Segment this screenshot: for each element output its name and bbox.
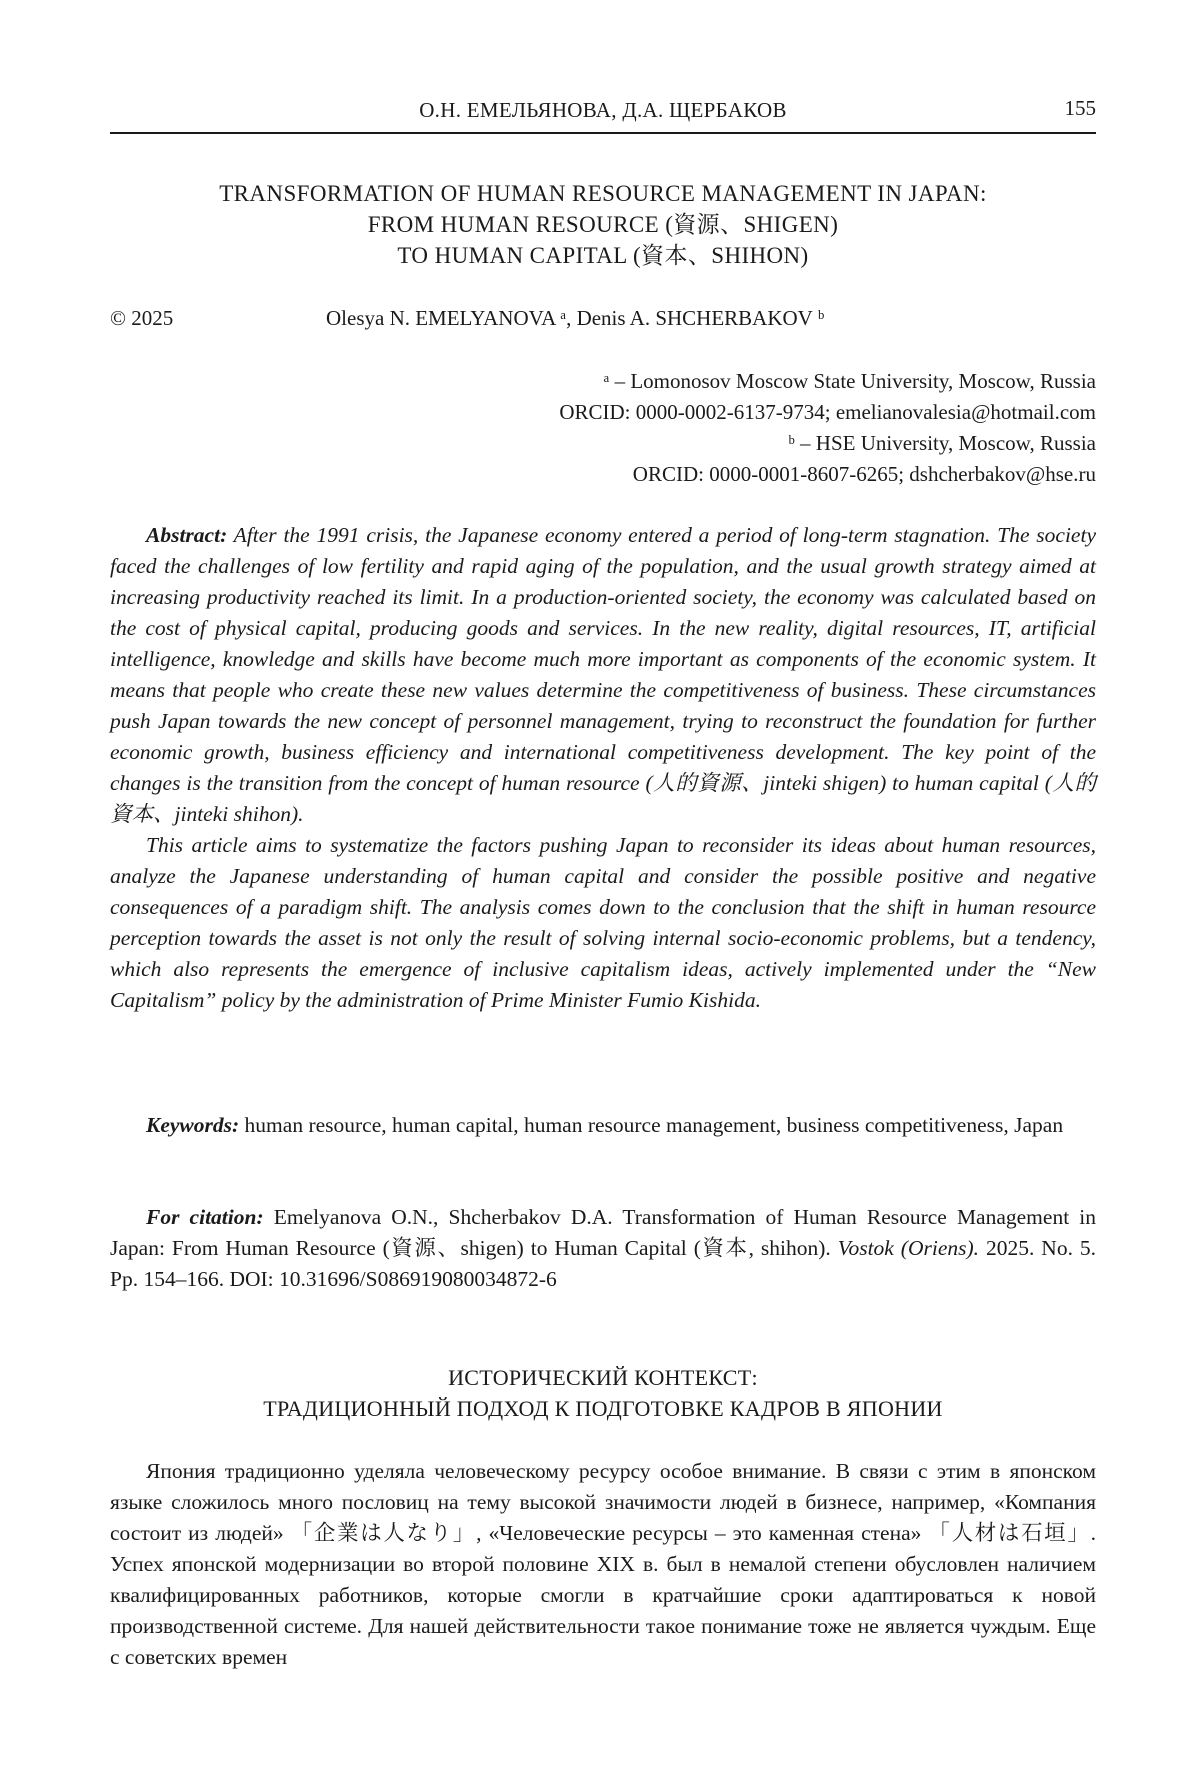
abstract-text-1: After the 1991 crisis, the Japanese economy entered a period of long-term stagnation. The society faced the challenges of low fertility and rapid aging of the population, and the usual growth strategy aimed at increasing productivity reached its limit. In a production-oriented society, the economy was calculated based on the cost of physical capital, producing goods and services. In the new reality, digital resources, IT, artificial intelligence, knowledge and skills have become much more important as components of the economic system. It means that people who create these new values determine the competitiveness of business. These circumstances push Japan towards the new concept of personnel management, trying to reconstruct the foundation for further economic growth, business efficiency and international competitiveness development. The key point of the changes is the transition from the concept of human resource (人的資源、jinteki shigen) to human capital (人的資本、jinteki shihon). xyxy=(110,523,1096,826)
abstract-label: Abstract: xyxy=(146,523,228,547)
citation xyxy=(110,1202,1096,1295)
title-line-3: TO HUMAN CAPITAL (資本、SHIHON) xyxy=(397,243,809,268)
orcid-b: ORCID: 0000-0001-8607-6265; dshcherbakov@hse.ru xyxy=(632,462,1096,486)
citation-journal: Vostok (Oriens). xyxy=(837,1236,980,1260)
keywords-text: human resource, human capital, human resource management, business competitiveness, Japan xyxy=(239,1113,1064,1137)
running-head-authors: О.Н. ЕМЕЛЬЯНОВА, Д.А. ЩЕРБАКОВ xyxy=(419,98,787,122)
citation-label: For citation: xyxy=(146,1205,264,1229)
copyright: © 2025 xyxy=(110,306,174,330)
affiliation-b: ᵇ – HSE University, Moscow, Russia xyxy=(788,431,1096,455)
keywords xyxy=(110,1110,1096,1141)
citation-text-1: Emelyanova O.N., Shcherbakov D.A. Transformation of Human Resource Management in Japan: From Human Resource (資源、shigen) to Human Capital (資本, shihon). xyxy=(110,1205,1096,1260)
title-line-2: FROM HUMAN RESOURCE (資源、SHIGEN) xyxy=(367,212,839,237)
citation-paragraph xyxy=(110,1202,1096,1295)
page-number: 155 xyxy=(1064,96,1096,120)
title-line-1: TRANSFORMATION OF HUMAN RESOURCE MANAGEMENT IN JAPAN: xyxy=(219,181,987,206)
affiliations xyxy=(110,366,1096,490)
abstract-paragraph-1 xyxy=(110,520,1096,830)
section-heading-line-2: ТРАДИЦИОННЫЙ ПОДХОД К ПОДГОТОВКЕ КАДРОВ В ЯПОНИИ xyxy=(263,1396,943,1421)
abstract xyxy=(110,520,1096,1016)
affiliation-a: ᵃ – Lomonosov Moscow State University, Moscow, Russia xyxy=(603,369,1096,393)
citation-text-2: 2025. No. 5. Pp. 154–166. DOI: 10.31696/S086919080034872-6 xyxy=(110,1236,1097,1291)
section-heading xyxy=(110,1362,1096,1424)
body-paragraph-1: Япония традиционно уделяла человеческому ресурсу особое внимание. В связи с этим в японском языке сложилось много пословиц на тему высокой значимости людей в бизнесе, например, «Компания состоит из людей» 「企業は人なり」, «Человеческие ресурсы – это каменная стена» 「人材は石垣」. Успех японской модернизации во второй половине XIX в. был в немалой степени обусловлен наличием квалифицированных работников, которые смогли в кратчайшие сроки адаптироваться к новой производственной системе. Для нашей действительности такое понимание тоже не является чуждым. Еще с советских времен xyxy=(110,1459,1096,1669)
authors: Olesya N. EMELYANOVA ᵃ, Denis A. SHCHERBAKOV ᵇ xyxy=(326,306,825,330)
orcid-a: ORCID: 0000-0002-6137-9734; emelianovalesia@hotmail.com xyxy=(559,400,1096,424)
keywords-label: Keywords: xyxy=(146,1113,240,1137)
running-header xyxy=(110,98,1096,134)
abstract-paragraph-2: This article aims to systematize the factors pushing Japan to reconsider its ideas about human resources, analyze the Japanese understanding of human capital and consider the possible positive and negative consequences of a paradigm shift. The analysis comes down to the conclusion that the shift in human resource perception towards the asset is not only the result of solving internal socio-economic problems, but a tendency, which also represents the emergence of inclusive capitalism ideas, actively implemented under the “New Capitalism” policy by the administration of Prime Minister Fumio Kishida. xyxy=(110,833,1096,1012)
article-title xyxy=(110,178,1096,271)
keywords-paragraph xyxy=(110,1110,1096,1141)
section-heading-line-1: ИСТОРИЧЕСКИЙ КОНТЕКСТ: xyxy=(448,1365,758,1390)
body-text xyxy=(110,1456,1096,1673)
